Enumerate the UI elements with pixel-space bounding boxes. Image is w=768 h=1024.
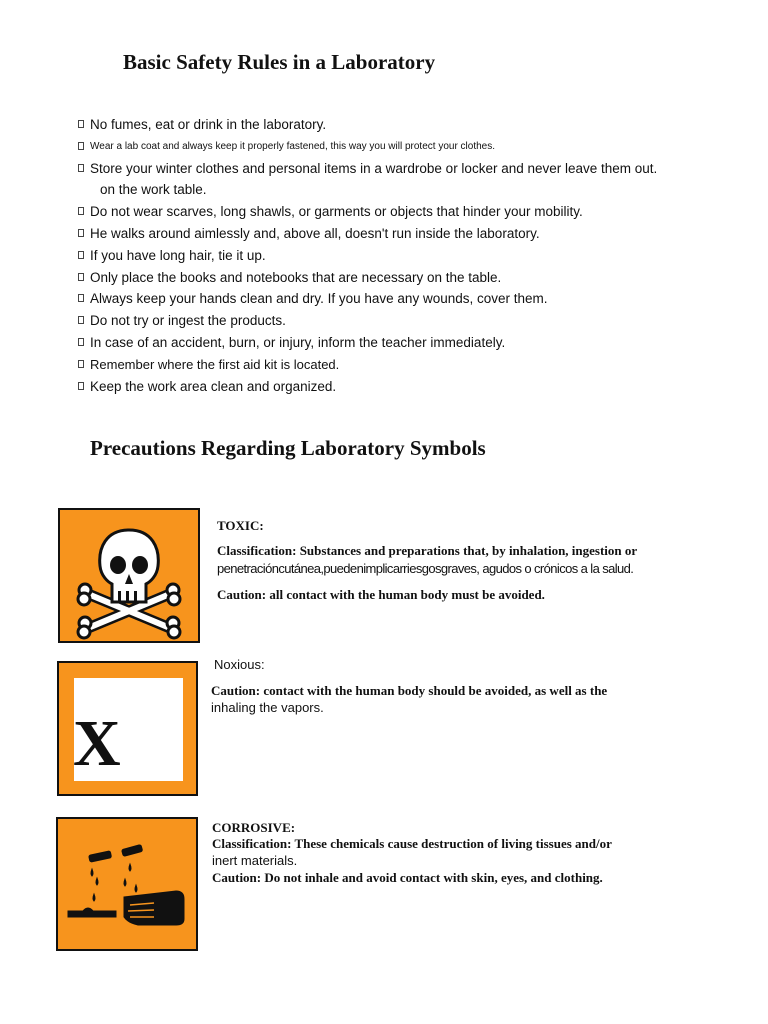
toxic-classification-cont: penetracióncutánea,puedenimplicarriesgosgraves, agudos o crónicos a la salud.: [217, 561, 634, 576]
bullet-icon: [78, 360, 84, 368]
list-item: Remember where the first aid kit is located.: [78, 354, 718, 376]
toxic-sign: [58, 508, 200, 643]
bullet-icon: [78, 316, 84, 324]
list-item: Do not wear scarves, long shawls, or garments or objects that hinder your mobility.: [78, 201, 718, 223]
corrosive-icon: [58, 819, 196, 949]
corrosive-sign: [56, 817, 198, 951]
bullet-icon: [78, 382, 84, 390]
bullet-icon: [78, 251, 84, 259]
corrosive-classification-cont: inert materials.: [212, 853, 298, 868]
harmful-x-icon: X: [73, 707, 121, 780]
noxious-heading: Noxious:: [214, 657, 265, 672]
bullet-icon: [78, 207, 84, 215]
symbols-title: Precautions Regarding Laboratory Symbols: [90, 436, 486, 460]
list-item: If you have long hair, tie it up.: [78, 245, 718, 267]
bullet-icon: [78, 294, 84, 302]
list-item: Always keep your hands clean and dry. If you have any wounds, cover them.: [78, 288, 718, 310]
bullet-icon: [78, 120, 84, 128]
bullet-icon: [78, 338, 84, 346]
noxious-caution-cont: inhaling the vapors.: [211, 700, 324, 715]
toxic-caution: Caution: all contact with the human body must be avoided.: [217, 587, 545, 602]
rules-list: [78, 114, 718, 397]
noxious-caution: Caution: contact with the human body should be avoided, as well as the: [211, 683, 608, 698]
bullet-icon: [78, 229, 84, 237]
rules-title: Basic Safety Rules in a Laboratory: [123, 50, 436, 74]
list-item: He walks around aimlessly and, above all, doesn't run inside the laboratory.: [78, 223, 718, 245]
noxious-sign: [57, 661, 198, 796]
list-item: Only place the books and notebooks that are necessary on the table.: [78, 267, 718, 289]
toxic-heading: TOXIC:: [217, 518, 264, 533]
list-item: In case of an accident, burn, or injury, inform the teacher immediately.: [78, 332, 718, 354]
list-item: Wear a lab coat and always keep it properly fastened, this way you will protect your clothes.: [78, 136, 718, 158]
corrosive-heading: CORROSIVE:: [212, 820, 296, 835]
bullet-icon: [78, 273, 84, 281]
list-item: Do not try or ingest the products.: [78, 310, 718, 332]
corrosive-classification: Classification: These chemicals cause destruction of living tissues and/or: [212, 836, 612, 851]
list-item: No fumes, eat or drink in the laboratory.: [78, 114, 718, 136]
toxic-classification: Classification: Substances and preparations that, by inhalation, ingestion or: [217, 543, 638, 558]
list-item: Keep the work area clean and organized.: [78, 376, 718, 398]
corrosive-caution: Caution: Do not inhale and avoid contact with skin, eyes, and clothing.: [212, 870, 603, 885]
bullet-icon: [78, 164, 84, 172]
skull-crossbones-icon: [60, 510, 198, 641]
bullet-icon: [78, 142, 84, 150]
list-item: Store your winter clothes and personal items in a wardrobe or locker and never leave them out. on the work table.: [78, 158, 718, 202]
